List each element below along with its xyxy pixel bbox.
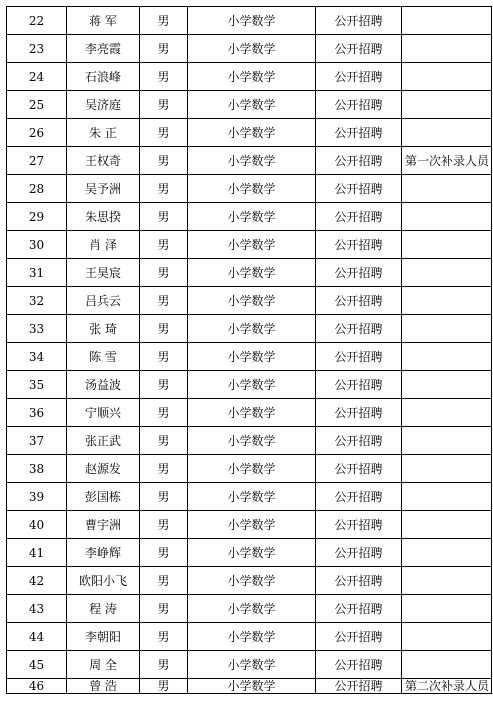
name-cell: 石浪峰 [67,63,140,91]
name-cell: 欧阳小飞 [67,567,140,595]
name-cell: 宁顺兴 [67,399,140,427]
table-row [7,287,492,315]
gender-cell: 男 [140,91,188,119]
name-cell: 吕兵云 [67,287,140,315]
subject-cell: 小学数学 [188,231,316,259]
gender-cell: 男 [140,595,188,623]
row-number-cell: 40 [7,511,67,539]
gender-cell: 男 [140,427,188,455]
recruit-method-cell: 公开招聘 [316,371,402,399]
name-cell: 朱 正 [67,119,140,147]
note-cell [402,399,492,427]
gender-cell: 男 [140,119,188,147]
gender-cell: 男 [140,175,188,203]
recruit-method-cell: 公开招聘 [316,7,402,35]
recruit-method-cell: 公开招聘 [316,119,402,147]
row-number-cell: 44 [7,623,67,651]
note-cell [402,595,492,623]
row-number-cell: 35 [7,371,67,399]
name-cell: 张正武 [67,427,140,455]
gender-cell: 男 [140,679,188,694]
staff-table-body [7,7,492,694]
table-row [7,399,492,427]
row-number-cell: 41 [7,539,67,567]
note-cell: 第二次补录人员 [402,679,492,694]
note-cell [402,35,492,63]
note-cell [402,119,492,147]
note-cell: 第一次补录人员 [402,147,492,175]
table-row [7,343,492,371]
table-row [7,427,492,455]
row-number-cell: 29 [7,203,67,231]
table-row [7,315,492,343]
subject-cell: 小学数学 [188,259,316,287]
subject-cell: 小学数学 [188,91,316,119]
gender-cell: 男 [140,35,188,63]
recruit-method-cell: 公开招聘 [316,455,402,483]
recruit-method-cell: 公开招聘 [316,539,402,567]
note-cell [402,7,492,35]
recruit-method-cell: 公开招聘 [316,483,402,511]
subject-cell: 小学数学 [188,35,316,63]
subject-cell: 小学数学 [188,147,316,175]
gender-cell: 男 [140,567,188,595]
note-cell [402,203,492,231]
subject-cell: 小学数学 [188,679,316,694]
gender-cell: 男 [140,483,188,511]
row-number-cell: 34 [7,343,67,371]
table-row [7,511,492,539]
note-cell [402,511,492,539]
gender-cell: 男 [140,287,188,315]
table-row [7,679,492,694]
gender-cell: 男 [140,371,188,399]
note-cell [402,343,492,371]
table-row [7,63,492,91]
name-cell: 陈 雪 [67,343,140,371]
table-row [7,371,492,399]
subject-cell: 小学数学 [188,371,316,399]
row-number-cell: 26 [7,119,67,147]
row-number-cell: 24 [7,63,67,91]
row-number-cell: 38 [7,455,67,483]
gender-cell: 男 [140,147,188,175]
recruit-method-cell: 公开招聘 [316,231,402,259]
name-cell: 曾 浩 [67,679,140,694]
gender-cell: 男 [140,623,188,651]
row-number-cell: 33 [7,315,67,343]
subject-cell: 小学数学 [188,343,316,371]
recruit-method-cell: 公开招聘 [316,35,402,63]
table-row [7,35,492,63]
recruit-method-cell: 公开招聘 [316,511,402,539]
name-cell: 李峥辉 [67,539,140,567]
name-cell: 赵源发 [67,455,140,483]
note-cell [402,651,492,679]
note-cell [402,287,492,315]
subject-cell: 小学数学 [188,315,316,343]
subject-cell: 小学数学 [188,595,316,623]
subject-cell: 小学数学 [188,7,316,35]
gender-cell: 男 [140,399,188,427]
recruit-method-cell: 公开招聘 [316,651,402,679]
recruit-method-cell: 公开招聘 [316,595,402,623]
note-cell [402,567,492,595]
table-row [7,567,492,595]
recruit-method-cell: 公开招聘 [316,259,402,287]
gender-cell: 男 [140,651,188,679]
subject-cell: 小学数学 [188,539,316,567]
name-cell: 程 涛 [67,595,140,623]
recruit-method-cell: 公开招聘 [316,427,402,455]
name-cell: 王权奇 [67,147,140,175]
recruit-method-cell: 公开招聘 [316,203,402,231]
recruit-method-cell: 公开招聘 [316,679,402,694]
name-cell: 彭国栋 [67,483,140,511]
gender-cell: 男 [140,455,188,483]
note-cell [402,231,492,259]
subject-cell: 小学数学 [188,511,316,539]
table-row [7,231,492,259]
name-cell: 李亮霞 [67,35,140,63]
row-number-cell: 42 [7,567,67,595]
subject-cell: 小学数学 [188,483,316,511]
subject-cell: 小学数学 [188,623,316,651]
note-cell [402,455,492,483]
row-number-cell: 30 [7,231,67,259]
name-cell: 张 琦 [67,315,140,343]
note-cell [402,63,492,91]
row-number-cell: 39 [7,483,67,511]
table-row [7,7,492,35]
subject-cell: 小学数学 [188,399,316,427]
table-row [7,595,492,623]
gender-cell: 男 [140,539,188,567]
row-number-cell: 37 [7,427,67,455]
note-cell [402,427,492,455]
row-number-cell: 25 [7,91,67,119]
subject-cell: 小学数学 [188,119,316,147]
row-number-cell: 31 [7,259,67,287]
gender-cell: 男 [140,7,188,35]
staff-table [6,6,492,694]
subject-cell: 小学数学 [188,287,316,315]
name-cell: 吴济庭 [67,91,140,119]
note-cell [402,483,492,511]
note-cell [402,371,492,399]
subject-cell: 小学数学 [188,567,316,595]
name-cell: 李朝阳 [67,623,140,651]
gender-cell: 男 [140,63,188,91]
subject-cell: 小学数学 [188,203,316,231]
row-number-cell: 23 [7,35,67,63]
gender-cell: 男 [140,511,188,539]
recruit-method-cell: 公开招聘 [316,63,402,91]
recruit-method-cell: 公开招聘 [316,91,402,119]
note-cell [402,91,492,119]
row-number-cell: 46 [7,679,67,694]
recruit-method-cell: 公开招聘 [316,315,402,343]
recruit-method-cell: 公开招聘 [316,343,402,371]
note-cell [402,259,492,287]
subject-cell: 小学数学 [188,455,316,483]
table-row [7,259,492,287]
row-number-cell: 43 [7,595,67,623]
name-cell: 王昊宸 [67,259,140,287]
gender-cell: 男 [140,343,188,371]
note-cell [402,315,492,343]
table-row [7,539,492,567]
recruit-method-cell: 公开招聘 [316,399,402,427]
gender-cell: 男 [140,315,188,343]
subject-cell: 小学数学 [188,651,316,679]
row-number-cell: 45 [7,651,67,679]
table-row [7,483,492,511]
gender-cell: 男 [140,231,188,259]
gender-cell: 男 [140,203,188,231]
name-cell: 曹宇洲 [67,511,140,539]
row-number-cell: 22 [7,7,67,35]
name-cell: 汤益波 [67,371,140,399]
gender-cell: 男 [140,259,188,287]
name-cell: 吴予洲 [67,175,140,203]
table-row [7,147,492,175]
row-number-cell: 27 [7,147,67,175]
name-cell: 蒋 军 [67,7,140,35]
note-cell [402,175,492,203]
name-cell: 朱思揆 [67,203,140,231]
name-cell: 周 全 [67,651,140,679]
recruit-method-cell: 公开招聘 [316,567,402,595]
recruit-method-cell: 公开招聘 [316,175,402,203]
table-row [7,651,492,679]
recruit-method-cell: 公开招聘 [316,287,402,315]
subject-cell: 小学数学 [188,63,316,91]
subject-cell: 小学数学 [188,175,316,203]
table-row [7,91,492,119]
note-cell [402,539,492,567]
row-number-cell: 32 [7,287,67,315]
note-cell [402,623,492,651]
name-cell: 肖 泽 [67,231,140,259]
row-number-cell: 28 [7,175,67,203]
recruit-method-cell: 公开招聘 [316,147,402,175]
table-row [7,623,492,651]
subject-cell: 小学数学 [188,427,316,455]
table-row [7,455,492,483]
row-number-cell: 36 [7,399,67,427]
table-row [7,203,492,231]
table-row [7,175,492,203]
recruit-method-cell: 公开招聘 [316,623,402,651]
table-row [7,119,492,147]
